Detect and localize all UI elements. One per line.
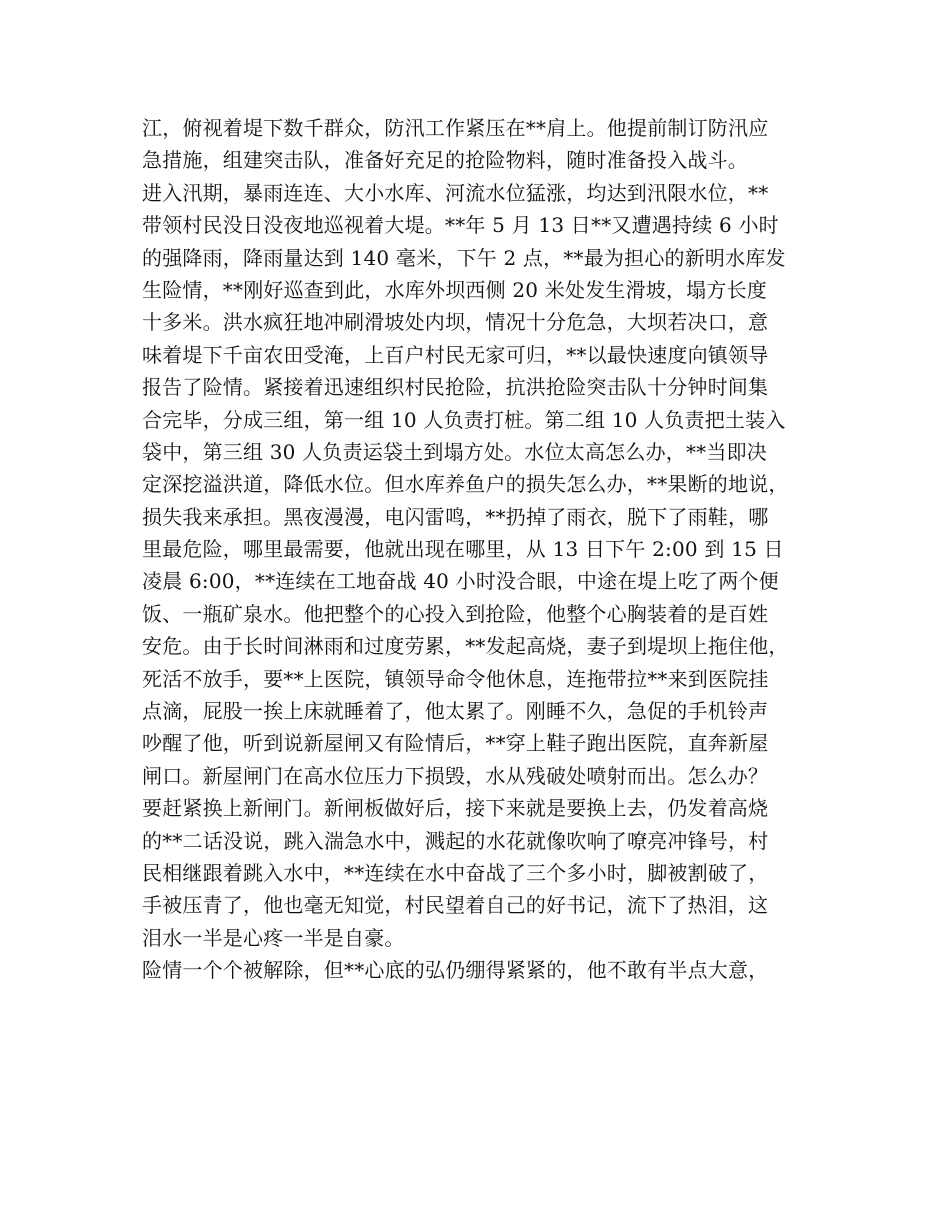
text-line: 闸口。新屋闸门在高水位压力下损毁，水从残破处喷射而出。怎么办？ [142, 763, 769, 788]
text-line: 味着堤下千亩农田受淹，上百户村民无家可归，**以最快速度向镇领导 [142, 342, 769, 367]
text-line: 的**二话没说，跳入湍急水中，溅起的水花就像吹响了嘹亮冲锋号，村 [142, 828, 769, 853]
text-line: 要赶紧换上新闸门。新闸板做好后，接下来就是要换上去，仍发着高烧 [142, 796, 769, 821]
text-line: 的强降雨，降雨量达到 140 毫米，下午 2 点，**最为担心的新明水库发 [142, 245, 786, 270]
text-line: 手被压青了，他也毫无知觉，村民望着自己的好书记，流下了热泪，这 [142, 893, 769, 918]
text-line: 合完毕，分成三组，第一组 10 人负责打桩。第二组 10 人负责把土装入 [142, 407, 786, 432]
text-line: 袋中，第三组 30 人负责运袋土到塌方处。水位太高怎么办，**当即决 [142, 439, 767, 464]
text-line: 险情一个个被解除，但**心底的弘仍绷得紧紧的，他不敢有半点大意， [142, 958, 769, 983]
text-line: 生险情，**刚好巡查到此，水库外坝西侧 20 米处发生滑坡，塌方长度 [142, 277, 767, 302]
text-line: 里最危险，哪里最需要，他就出现在哪里，从 13 日下午 2:00 到 15 日 [142, 537, 784, 562]
text-line: 十多米。洪水疯狂地冲刷滑坡处内坝，情况十分危急，大坝若决口，意 [142, 310, 769, 335]
text-line: 损失我来承担。黑夜漫漫，电闪雷鸣，**扔掉了雨衣，脱下了雨鞋，哪 [142, 504, 769, 529]
text-line: 吵醒了他，听到说新屋闸又有险情后，**穿上鞋子跑出医院，直奔新屋 [142, 731, 769, 756]
text-line: 急措施，组建突击队，准备好充足的抢险物料，随时准备投入战斗。 [142, 148, 748, 173]
text-line: 安危。由于长时间淋雨和过度劳累，**发起高烧，妻子到堤坝上拖住他， [142, 634, 789, 659]
text-line: 凌晨 6:00，**连续在工地奋战 40 小时没合眼，中途在堤上吃了两个便 [142, 569, 779, 594]
text-line: 点滴，屁股一挨上床就睡着了，他太累了。刚睡不久，急促的手机铃声 [142, 699, 769, 724]
text-line: 带领村民没日没夜地巡视着大堤。**年 5 月 13 日**又遭遇持续 6 小时 [142, 213, 779, 238]
text-line: 报告了险情。紧接着迅速组织村民抢险，抗洪抢险突击队十分钟时间集 [142, 375, 769, 400]
text-line: 民相继跟着跳入水中，**连续在水中奋战了三个多小时，脚被割破了， [142, 860, 769, 885]
text-line: 死活不放手，要**上医院，镇领导命令他休息，连拖带拉**来到医院挂 [142, 666, 769, 691]
text-line: 江，俯视着堤下数千群众，防汛工作紧压在**肩上。他提前制订防汛应 [142, 116, 769, 140]
text-line: 进入汛期，暴雨连连、大小水库、河流水位猛涨，均达到汛限水位，** [142, 180, 769, 205]
body-text [142, 112, 832, 987]
text-line: 泪水一半是心疼一半是自豪。 [142, 925, 405, 950]
text-line: 定深挖溢洪道，降低水位。但水库养鱼户的损失怎么办，**果断的地说， [142, 472, 789, 497]
text-line: 饭、一瓶矿泉水。他把整个的心投入到抢险，他整个心胸装着的是百姓 [142, 601, 769, 626]
